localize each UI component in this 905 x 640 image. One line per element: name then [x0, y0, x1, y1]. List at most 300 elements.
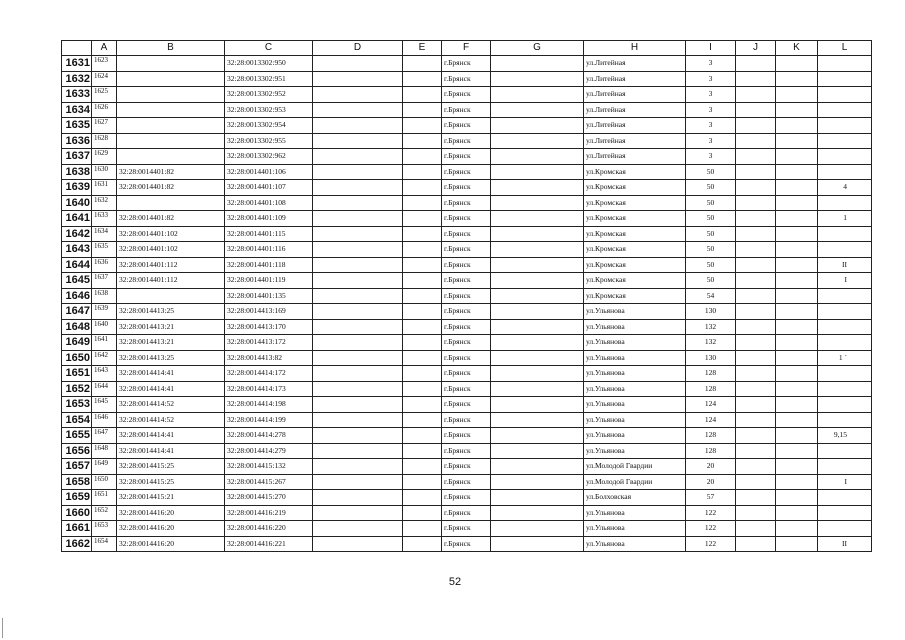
cell-g[interactable] — [491, 428, 584, 444]
cell-e[interactable] — [403, 118, 442, 134]
cell-d[interactable] — [313, 350, 403, 366]
cell-j[interactable] — [736, 133, 776, 149]
row-number[interactable]: 1654 — [62, 412, 92, 428]
cell-e[interactable] — [403, 459, 442, 475]
cell-f[interactable]: г.Брянск — [442, 521, 491, 537]
cell-i[interactable]: 122 — [686, 521, 736, 537]
cell-e[interactable] — [403, 443, 442, 459]
cell-j[interactable] — [736, 474, 776, 490]
cell-g[interactable] — [491, 242, 584, 258]
cell-j[interactable] — [736, 118, 776, 134]
cell-i[interactable]: 54 — [686, 288, 736, 304]
corner-cell[interactable] — [62, 41, 92, 56]
cell-g[interactable] — [491, 164, 584, 180]
column-header[interactable]: H — [584, 41, 686, 56]
cell-j[interactable] — [736, 536, 776, 552]
cell-l[interactable]: 1 ´ — [818, 350, 872, 366]
cell-g[interactable] — [491, 118, 584, 134]
cell-j[interactable] — [736, 490, 776, 506]
cell-h[interactable]: ул.Литейная — [584, 118, 686, 134]
cell-i[interactable]: 124 — [686, 412, 736, 428]
cell-b[interactable]: 32:28:0014401:112 — [117, 273, 225, 289]
cell-k[interactable] — [776, 397, 818, 413]
cell-e[interactable] — [403, 149, 442, 165]
cell-c[interactable]: 32:28:0014401:135 — [225, 288, 313, 304]
cell-g[interactable] — [491, 257, 584, 273]
cell-h[interactable]: ул.Кромская — [584, 242, 686, 258]
cell-h[interactable]: ул.Болховская — [584, 490, 686, 506]
cell-e[interactable] — [403, 335, 442, 351]
cell-f[interactable]: г.Брянск — [442, 505, 491, 521]
cell-k[interactable] — [776, 195, 818, 211]
cell-h[interactable]: ул.Молодой Гвардии — [584, 459, 686, 475]
cell-l[interactable] — [818, 164, 872, 180]
cell-i[interactable]: 50 — [686, 226, 736, 242]
row-number[interactable]: 1637 — [62, 149, 92, 165]
column-header[interactable]: A — [92, 41, 117, 56]
cell-l[interactable] — [818, 459, 872, 475]
row-number[interactable]: 1634 — [62, 102, 92, 118]
cell-d[interactable] — [313, 273, 403, 289]
cell-f[interactable]: г.Брянск — [442, 149, 491, 165]
cell-d[interactable] — [313, 180, 403, 196]
cell-c[interactable]: 32:28:0014414:199 — [225, 412, 313, 428]
cell-b[interactable]: 32:28:0014416:20 — [117, 536, 225, 552]
cell-g[interactable] — [491, 288, 584, 304]
cell-i[interactable]: 3 — [686, 118, 736, 134]
cell-i[interactable]: 128 — [686, 443, 736, 459]
cell-k[interactable] — [776, 381, 818, 397]
cell-h[interactable]: ул.Кромская — [584, 180, 686, 196]
cell-l[interactable]: II — [818, 536, 872, 552]
cell-b[interactable]: 32:28:0014414:41 — [117, 381, 225, 397]
column-header[interactable]: F — [442, 41, 491, 56]
cell-c[interactable]: 32:28:0013302:953 — [225, 102, 313, 118]
cell-h[interactable]: ул.Литейная — [584, 102, 686, 118]
row-number[interactable]: 1636 — [62, 133, 92, 149]
cell-h[interactable]: ул.Ульянова — [584, 428, 686, 444]
cell-l[interactable] — [818, 71, 872, 87]
cell-k[interactable] — [776, 412, 818, 428]
cell-e[interactable] — [403, 412, 442, 428]
cell-a[interactable]: 1651 — [92, 490, 117, 506]
cell-i[interactable]: 132 — [686, 335, 736, 351]
cell-g[interactable] — [491, 195, 584, 211]
column-header[interactable]: C — [225, 41, 313, 56]
cell-k[interactable] — [776, 536, 818, 552]
cell-d[interactable] — [313, 459, 403, 475]
cell-h[interactable]: ул.Кромская — [584, 288, 686, 304]
row-number[interactable]: 1638 — [62, 164, 92, 180]
cell-a[interactable]: 1634 — [92, 226, 117, 242]
cell-e[interactable] — [403, 242, 442, 258]
cell-a[interactable]: 1639 — [92, 304, 117, 320]
cell-g[interactable] — [491, 505, 584, 521]
cell-j[interactable] — [736, 257, 776, 273]
cell-b[interactable] — [117, 133, 225, 149]
cell-a[interactable]: 1647 — [92, 428, 117, 444]
cell-a[interactable]: 1638 — [92, 288, 117, 304]
cell-j[interactable] — [736, 102, 776, 118]
cell-a[interactable]: 1632 — [92, 195, 117, 211]
row-number[interactable]: 1657 — [62, 459, 92, 475]
cell-i[interactable]: 3 — [686, 56, 736, 72]
cell-b[interactable]: 32:28:0014413:25 — [117, 304, 225, 320]
cell-k[interactable] — [776, 180, 818, 196]
cell-a[interactable]: 1633 — [92, 211, 117, 227]
cell-a[interactable]: 1653 — [92, 521, 117, 537]
cell-b[interactable]: 32:28:0014415:25 — [117, 459, 225, 475]
cell-c[interactable]: 32:28:0014401:115 — [225, 226, 313, 242]
cell-k[interactable] — [776, 288, 818, 304]
cell-d[interactable] — [313, 521, 403, 537]
column-header[interactable]: L — [818, 41, 872, 56]
cell-l[interactable] — [818, 87, 872, 103]
row-number[interactable]: 1646 — [62, 288, 92, 304]
cell-d[interactable] — [313, 56, 403, 72]
cell-h[interactable]: ул.Ульянова — [584, 443, 686, 459]
cell-c[interactable]: 32:28:0014416:220 — [225, 521, 313, 537]
cell-e[interactable] — [403, 56, 442, 72]
cell-f[interactable]: г.Брянск — [442, 412, 491, 428]
cell-i[interactable]: 132 — [686, 319, 736, 335]
cell-j[interactable] — [736, 412, 776, 428]
cell-h[interactable]: ул.Ульянова — [584, 304, 686, 320]
cell-a[interactable]: 1654 — [92, 536, 117, 552]
cell-l[interactable] — [818, 149, 872, 165]
cell-b[interactable]: 32:28:0014413:21 — [117, 319, 225, 335]
cell-e[interactable] — [403, 505, 442, 521]
cell-d[interactable] — [313, 319, 403, 335]
cell-k[interactable] — [776, 490, 818, 506]
cell-h[interactable]: ул.Ульянова — [584, 505, 686, 521]
cell-l[interactable]: 4 — [818, 180, 872, 196]
cell-k[interactable] — [776, 505, 818, 521]
cell-c[interactable]: 32:28:0014415:132 — [225, 459, 313, 475]
cell-c[interactable]: 32:28:0014401:107 — [225, 180, 313, 196]
cell-e[interactable] — [403, 211, 442, 227]
cell-a[interactable]: 1624 — [92, 71, 117, 87]
cell-k[interactable] — [776, 149, 818, 165]
cell-i[interactable]: 128 — [686, 428, 736, 444]
cell-b[interactable] — [117, 288, 225, 304]
cell-h[interactable]: ул.Ульянова — [584, 536, 686, 552]
cell-j[interactable] — [736, 319, 776, 335]
cell-b[interactable]: 32:28:0014416:20 — [117, 505, 225, 521]
cell-e[interactable] — [403, 521, 442, 537]
row-number[interactable]: 1658 — [62, 474, 92, 490]
cell-f[interactable]: г.Брянск — [442, 180, 491, 196]
cell-h[interactable]: ул.Литейная — [584, 71, 686, 87]
cell-k[interactable] — [776, 242, 818, 258]
column-header[interactable]: E — [403, 41, 442, 56]
cell-d[interactable] — [313, 118, 403, 134]
cell-i[interactable]: 130 — [686, 304, 736, 320]
cell-k[interactable] — [776, 87, 818, 103]
cell-b[interactable]: 32:28:0014401:82 — [117, 211, 225, 227]
cell-j[interactable] — [736, 397, 776, 413]
cell-k[interactable] — [776, 133, 818, 149]
cell-b[interactable] — [117, 87, 225, 103]
cell-c[interactable]: 32:28:0014414:278 — [225, 428, 313, 444]
cell-j[interactable] — [736, 521, 776, 537]
cell-e[interactable] — [403, 366, 442, 382]
cell-c[interactable]: 32:28:0014416:221 — [225, 536, 313, 552]
cell-g[interactable] — [491, 304, 584, 320]
cell-k[interactable] — [776, 521, 818, 537]
cell-h[interactable]: ул.Ульянова — [584, 381, 686, 397]
cell-k[interactable] — [776, 459, 818, 475]
cell-d[interactable] — [313, 335, 403, 351]
cell-k[interactable] — [776, 71, 818, 87]
cell-l[interactable] — [818, 505, 872, 521]
cell-k[interactable] — [776, 226, 818, 242]
cell-l[interactable] — [818, 319, 872, 335]
cell-e[interactable] — [403, 71, 442, 87]
cell-d[interactable] — [313, 102, 403, 118]
cell-b[interactable]: 32:28:0014413:25 — [117, 350, 225, 366]
cell-f[interactable]: г.Брянск — [442, 164, 491, 180]
cell-l[interactable]: 9,15 — [818, 428, 872, 444]
cell-h[interactable]: ул.Ульянова — [584, 412, 686, 428]
cell-k[interactable] — [776, 257, 818, 273]
cell-b[interactable]: 32:28:0014415:21 — [117, 490, 225, 506]
cell-f[interactable]: г.Брянск — [442, 304, 491, 320]
cell-f[interactable]: г.Брянск — [442, 428, 491, 444]
cell-h[interactable]: ул.Кромская — [584, 273, 686, 289]
row-number[interactable]: 1643 — [62, 242, 92, 258]
cell-l[interactable]: I — [818, 474, 872, 490]
cell-d[interactable] — [313, 195, 403, 211]
cell-g[interactable] — [491, 133, 584, 149]
cell-a[interactable]: 1650 — [92, 474, 117, 490]
row-number[interactable]: 1631 — [62, 56, 92, 72]
cell-b[interactable] — [117, 195, 225, 211]
cell-k[interactable] — [776, 443, 818, 459]
cell-g[interactable] — [491, 521, 584, 537]
cell-j[interactable] — [736, 71, 776, 87]
cell-g[interactable] — [491, 87, 584, 103]
cell-f[interactable]: г.Брянск — [442, 257, 491, 273]
cell-f[interactable]: г.Брянск — [442, 381, 491, 397]
cell-b[interactable]: 32:28:0014414:41 — [117, 443, 225, 459]
cell-c[interactable]: 32:28:0014414:173 — [225, 381, 313, 397]
cell-d[interactable] — [313, 474, 403, 490]
row-number[interactable]: 1639 — [62, 180, 92, 196]
cell-c[interactable]: 32:28:0014415:267 — [225, 474, 313, 490]
cell-j[interactable] — [736, 164, 776, 180]
cell-b[interactable] — [117, 102, 225, 118]
cell-k[interactable] — [776, 366, 818, 382]
cell-e[interactable] — [403, 273, 442, 289]
cell-h[interactable]: ул.Кромская — [584, 226, 686, 242]
cell-j[interactable] — [736, 428, 776, 444]
cell-i[interactable]: 20 — [686, 459, 736, 475]
cell-j[interactable] — [736, 443, 776, 459]
row-number[interactable]: 1644 — [62, 257, 92, 273]
row-number[interactable]: 1642 — [62, 226, 92, 242]
cell-j[interactable] — [736, 56, 776, 72]
cell-j[interactable] — [736, 366, 776, 382]
cell-l[interactable] — [818, 412, 872, 428]
cell-j[interactable] — [736, 459, 776, 475]
cell-d[interactable] — [313, 366, 403, 382]
row-number[interactable]: 1633 — [62, 87, 92, 103]
row-number[interactable]: 1653 — [62, 397, 92, 413]
cell-e[interactable] — [403, 226, 442, 242]
cell-e[interactable] — [403, 304, 442, 320]
cell-j[interactable] — [736, 87, 776, 103]
cell-f[interactable]: г.Брянск — [442, 56, 491, 72]
row-number[interactable]: 1645 — [62, 273, 92, 289]
cell-h[interactable]: ул.Молодой Гвардии — [584, 474, 686, 490]
cell-l[interactable] — [818, 226, 872, 242]
cell-g[interactable] — [491, 149, 584, 165]
cell-g[interactable] — [491, 319, 584, 335]
cell-d[interactable] — [313, 71, 403, 87]
cell-f[interactable]: г.Брянск — [442, 226, 491, 242]
cell-l[interactable] — [818, 490, 872, 506]
cell-b[interactable]: 32:28:0014413:21 — [117, 335, 225, 351]
cell-e[interactable] — [403, 350, 442, 366]
cell-c[interactable]: 32:28:0014416:219 — [225, 505, 313, 521]
cell-e[interactable] — [403, 180, 442, 196]
cell-f[interactable]: г.Брянск — [442, 397, 491, 413]
cell-k[interactable] — [776, 211, 818, 227]
cell-g[interactable] — [491, 366, 584, 382]
cell-i[interactable]: 3 — [686, 87, 736, 103]
cell-i[interactable]: 124 — [686, 397, 736, 413]
cell-j[interactable] — [736, 304, 776, 320]
cell-d[interactable] — [313, 242, 403, 258]
cell-k[interactable] — [776, 474, 818, 490]
cell-j[interactable] — [736, 273, 776, 289]
cell-i[interactable]: 50 — [686, 164, 736, 180]
cell-c[interactable]: 32:28:0014413:82 — [225, 350, 313, 366]
cell-d[interactable] — [313, 133, 403, 149]
cell-g[interactable] — [491, 490, 584, 506]
cell-e[interactable] — [403, 536, 442, 552]
cell-f[interactable]: г.Брянск — [442, 474, 491, 490]
cell-f[interactable]: г.Брянск — [442, 195, 491, 211]
cell-j[interactable] — [736, 335, 776, 351]
cell-a[interactable]: 1637 — [92, 273, 117, 289]
cell-k[interactable] — [776, 118, 818, 134]
cell-l[interactable] — [818, 335, 872, 351]
cell-h[interactable]: ул.Кромская — [584, 195, 686, 211]
cell-g[interactable] — [491, 71, 584, 87]
cell-g[interactable] — [491, 443, 584, 459]
cell-g[interactable] — [491, 459, 584, 475]
cell-g[interactable] — [491, 536, 584, 552]
cell-g[interactable] — [491, 397, 584, 413]
cell-f[interactable]: г.Брянск — [442, 242, 491, 258]
row-number[interactable]: 1640 — [62, 195, 92, 211]
cell-h[interactable]: ул.Литейная — [584, 149, 686, 165]
cell-e[interactable] — [403, 428, 442, 444]
cell-d[interactable] — [313, 304, 403, 320]
cell-e[interactable] — [403, 195, 442, 211]
cell-k[interactable] — [776, 319, 818, 335]
cell-f[interactable]: г.Брянск — [442, 211, 491, 227]
cell-b[interactable] — [117, 149, 225, 165]
cell-l[interactable] — [818, 381, 872, 397]
cell-a[interactable]: 1626 — [92, 102, 117, 118]
cell-h[interactable]: ул.Кромская — [584, 211, 686, 227]
cell-f[interactable]: г.Брянск — [442, 102, 491, 118]
row-number[interactable]: 1659 — [62, 490, 92, 506]
cell-d[interactable] — [313, 412, 403, 428]
cell-f[interactable]: г.Брянск — [442, 319, 491, 335]
cell-c[interactable]: 32:28:0014414:198 — [225, 397, 313, 413]
cell-i[interactable]: 50 — [686, 195, 736, 211]
cell-c[interactable]: 32:28:0014401:109 — [225, 211, 313, 227]
cell-f[interactable]: г.Брянск — [442, 443, 491, 459]
cell-d[interactable] — [313, 428, 403, 444]
cell-c[interactable]: 32:28:0014401:116 — [225, 242, 313, 258]
cell-a[interactable]: 1641 — [92, 335, 117, 351]
cell-i[interactable]: 122 — [686, 536, 736, 552]
cell-c[interactable]: 32:28:0014414:279 — [225, 443, 313, 459]
cell-d[interactable] — [313, 226, 403, 242]
cell-k[interactable] — [776, 56, 818, 72]
cell-h[interactable]: ул.Кромская — [584, 164, 686, 180]
row-number[interactable]: 1649 — [62, 335, 92, 351]
cell-i[interactable]: 3 — [686, 133, 736, 149]
cell-f[interactable]: г.Брянск — [442, 536, 491, 552]
cell-h[interactable]: ул.Ульянова — [584, 335, 686, 351]
cell-e[interactable] — [403, 164, 442, 180]
cell-a[interactable]: 1635 — [92, 242, 117, 258]
cell-e[interactable] — [403, 288, 442, 304]
cell-l[interactable] — [818, 304, 872, 320]
cell-i[interactable]: 50 — [686, 257, 736, 273]
cell-d[interactable] — [313, 443, 403, 459]
cell-a[interactable]: 1628 — [92, 133, 117, 149]
cell-b[interactable]: 32:28:0014414:52 — [117, 412, 225, 428]
cell-e[interactable] — [403, 102, 442, 118]
cell-j[interactable] — [736, 180, 776, 196]
cell-b[interactable] — [117, 118, 225, 134]
cell-j[interactable] — [736, 195, 776, 211]
cell-f[interactable]: г.Брянск — [442, 288, 491, 304]
cell-e[interactable] — [403, 490, 442, 506]
row-number[interactable]: 1655 — [62, 428, 92, 444]
cell-b[interactable]: 32:28:0014414:52 — [117, 397, 225, 413]
cell-j[interactable] — [736, 211, 776, 227]
cell-i[interactable]: 3 — [686, 102, 736, 118]
cell-a[interactable]: 1648 — [92, 443, 117, 459]
cell-b[interactable]: 32:28:0014415:25 — [117, 474, 225, 490]
cell-d[interactable] — [313, 381, 403, 397]
cell-e[interactable] — [403, 257, 442, 273]
cell-f[interactable]: г.Брянск — [442, 118, 491, 134]
cell-b[interactable]: 32:28:0014401:82 — [117, 164, 225, 180]
cell-a[interactable]: 1644 — [92, 381, 117, 397]
cell-e[interactable] — [403, 319, 442, 335]
cell-a[interactable]: 1630 — [92, 164, 117, 180]
cell-c[interactable]: 32:28:0014414:172 — [225, 366, 313, 382]
cell-j[interactable] — [736, 149, 776, 165]
cell-f[interactable]: г.Брянск — [442, 71, 491, 87]
cell-l[interactable] — [818, 102, 872, 118]
cell-k[interactable] — [776, 164, 818, 180]
cell-j[interactable] — [736, 242, 776, 258]
cell-f[interactable]: г.Брянск — [442, 459, 491, 475]
cell-c[interactable]: 32:28:0014401:106 — [225, 164, 313, 180]
cell-c[interactable]: 32:28:0013302:951 — [225, 71, 313, 87]
cell-h[interactable]: ул.Ульянова — [584, 397, 686, 413]
